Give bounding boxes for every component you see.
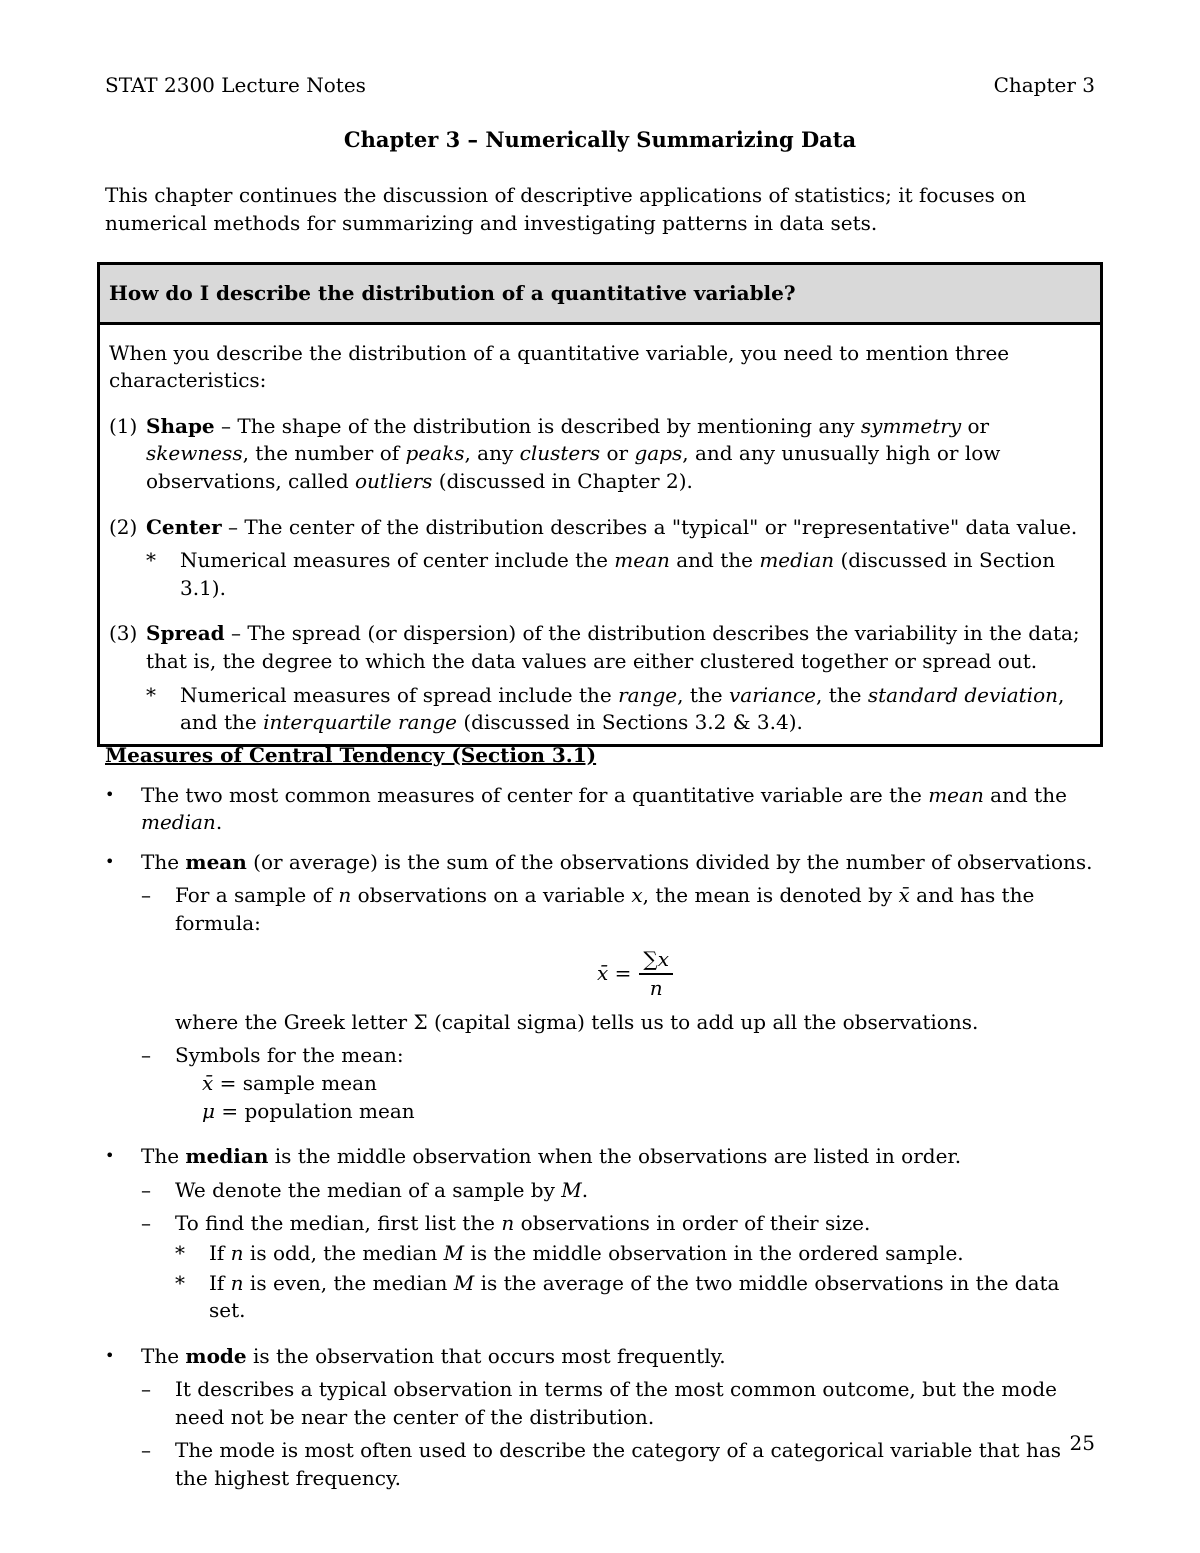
center-note: * Numerical measures of center include the mean and the median (discussed in Section 3.1). <box>146 548 1056 600</box>
header-course: STAT 2300 Lecture Notes <box>105 73 366 97</box>
header-chapter: Chapter 3 <box>993 73 1095 97</box>
spread-note: * Numerical measures of spread include the range, the variance, the standard deviation, and the interquartile range (discussed in Sections 3.2 & 3.4). <box>146 682 1065 735</box>
sigma-explanation: where the Greek letter Σ (capital sigma) tells us to add up all the observations. <box>175 1009 979 1034</box>
box-body <box>100 325 1100 744</box>
mean-formula: x̄ = $\frac{\sum x}{n}$ <box>175 946 1095 1003</box>
bullet-mode: • The mode is the observation that occurs most frequently. – It describes a typical observation in terms of the most common outcome, but the mode need not be near the center of the distribution. – The mode is most often used to describe the category of a categorical variable that has the highest frequency. <box>105 1343 1062 1491</box>
running-header <box>105 72 1095 100</box>
mean-sample-note: – For a sample of n observations on a variable x, the mean is denoted by x̄ and has the formula: x̄ = $\frac{\sum x}{n}$ where the Greek letter Σ (capital sigma) tells us to add up all the observations. <box>141 882 1095 1036</box>
central-tendency-section <box>105 742 1095 1493</box>
mean-symbols: – Symbols for the mean: x̄ = sample mean μ = population mean <box>141 1043 415 1123</box>
bullet-mean: • The mean (or average) is the sum of the observations divided by the number of observations. – For a sample of n observations on a variable x, the mean is denoted by x̄ and has the formula: x̄ = $\frac{\sum x}{n}$ where the Greek letter Σ (capital sigma) tells us to add up all the observations. – Symbols for the mean: x̄ = sample mean μ = population mean <box>105 849 1095 1125</box>
intro-paragraph: This chapter continues the discussion of descriptive applications of statistics; it focuses on numerical methods for summarizing and investigating patterns in data sets. <box>105 183 1027 235</box>
characteristic-center: (2) Center – The center of the distribution describes a "typical" or "representative" data value. * Numerical measures of center include the mean and the median (discussed in Section 3.1). <box>109 514 1091 603</box>
characteristic-spread: (3) Spread – The spread (or dispersion) of the distribution describes the variability in the data; that is, the degree to which the data values are either clustered together or spread out. * Numerical measures of spread include the range, the variance, the standard deviation, and the interquartile range (discussed in Sections 3.2 & 3.4). <box>109 620 1091 736</box>
characteristic-shape: (1) Shape – The shape of the distribution is described by mentioning any symmetry or skewness, the number of peaks, any clusters or gaps, and any unusually high or low observations, called outliers (discussed in Chapter 2). <box>109 413 1001 493</box>
box-heading: How do I describe the distribution of a quantitative variable? <box>100 265 1100 325</box>
page-number: 25 <box>1069 1431 1095 1455</box>
box-lead: When you describe the distribution of a quantitative variable, you need to mention three characteristics: <box>109 340 1010 393</box>
bullet-measures: • The two most common measures of center for a quantitative variable are the mean and the median. <box>105 782 1067 835</box>
section-heading: Measures of Central Tendency (Section 3.1) <box>105 743 597 767</box>
bullet-median: • The median is the middle observation when the observations are listed in order. – We denote the median of a sample by M. – To find the median, first list the n observations in order of their size. * If n is odd, the median M is the middle observation in the ordered sample. * If n is even, the median M is the average of the two middle observations in the data set. <box>105 1144 1060 1323</box>
page-title: Chapter 3 – Numerically Summarizing Data <box>343 127 857 152</box>
distribution-box <box>97 262 1103 747</box>
